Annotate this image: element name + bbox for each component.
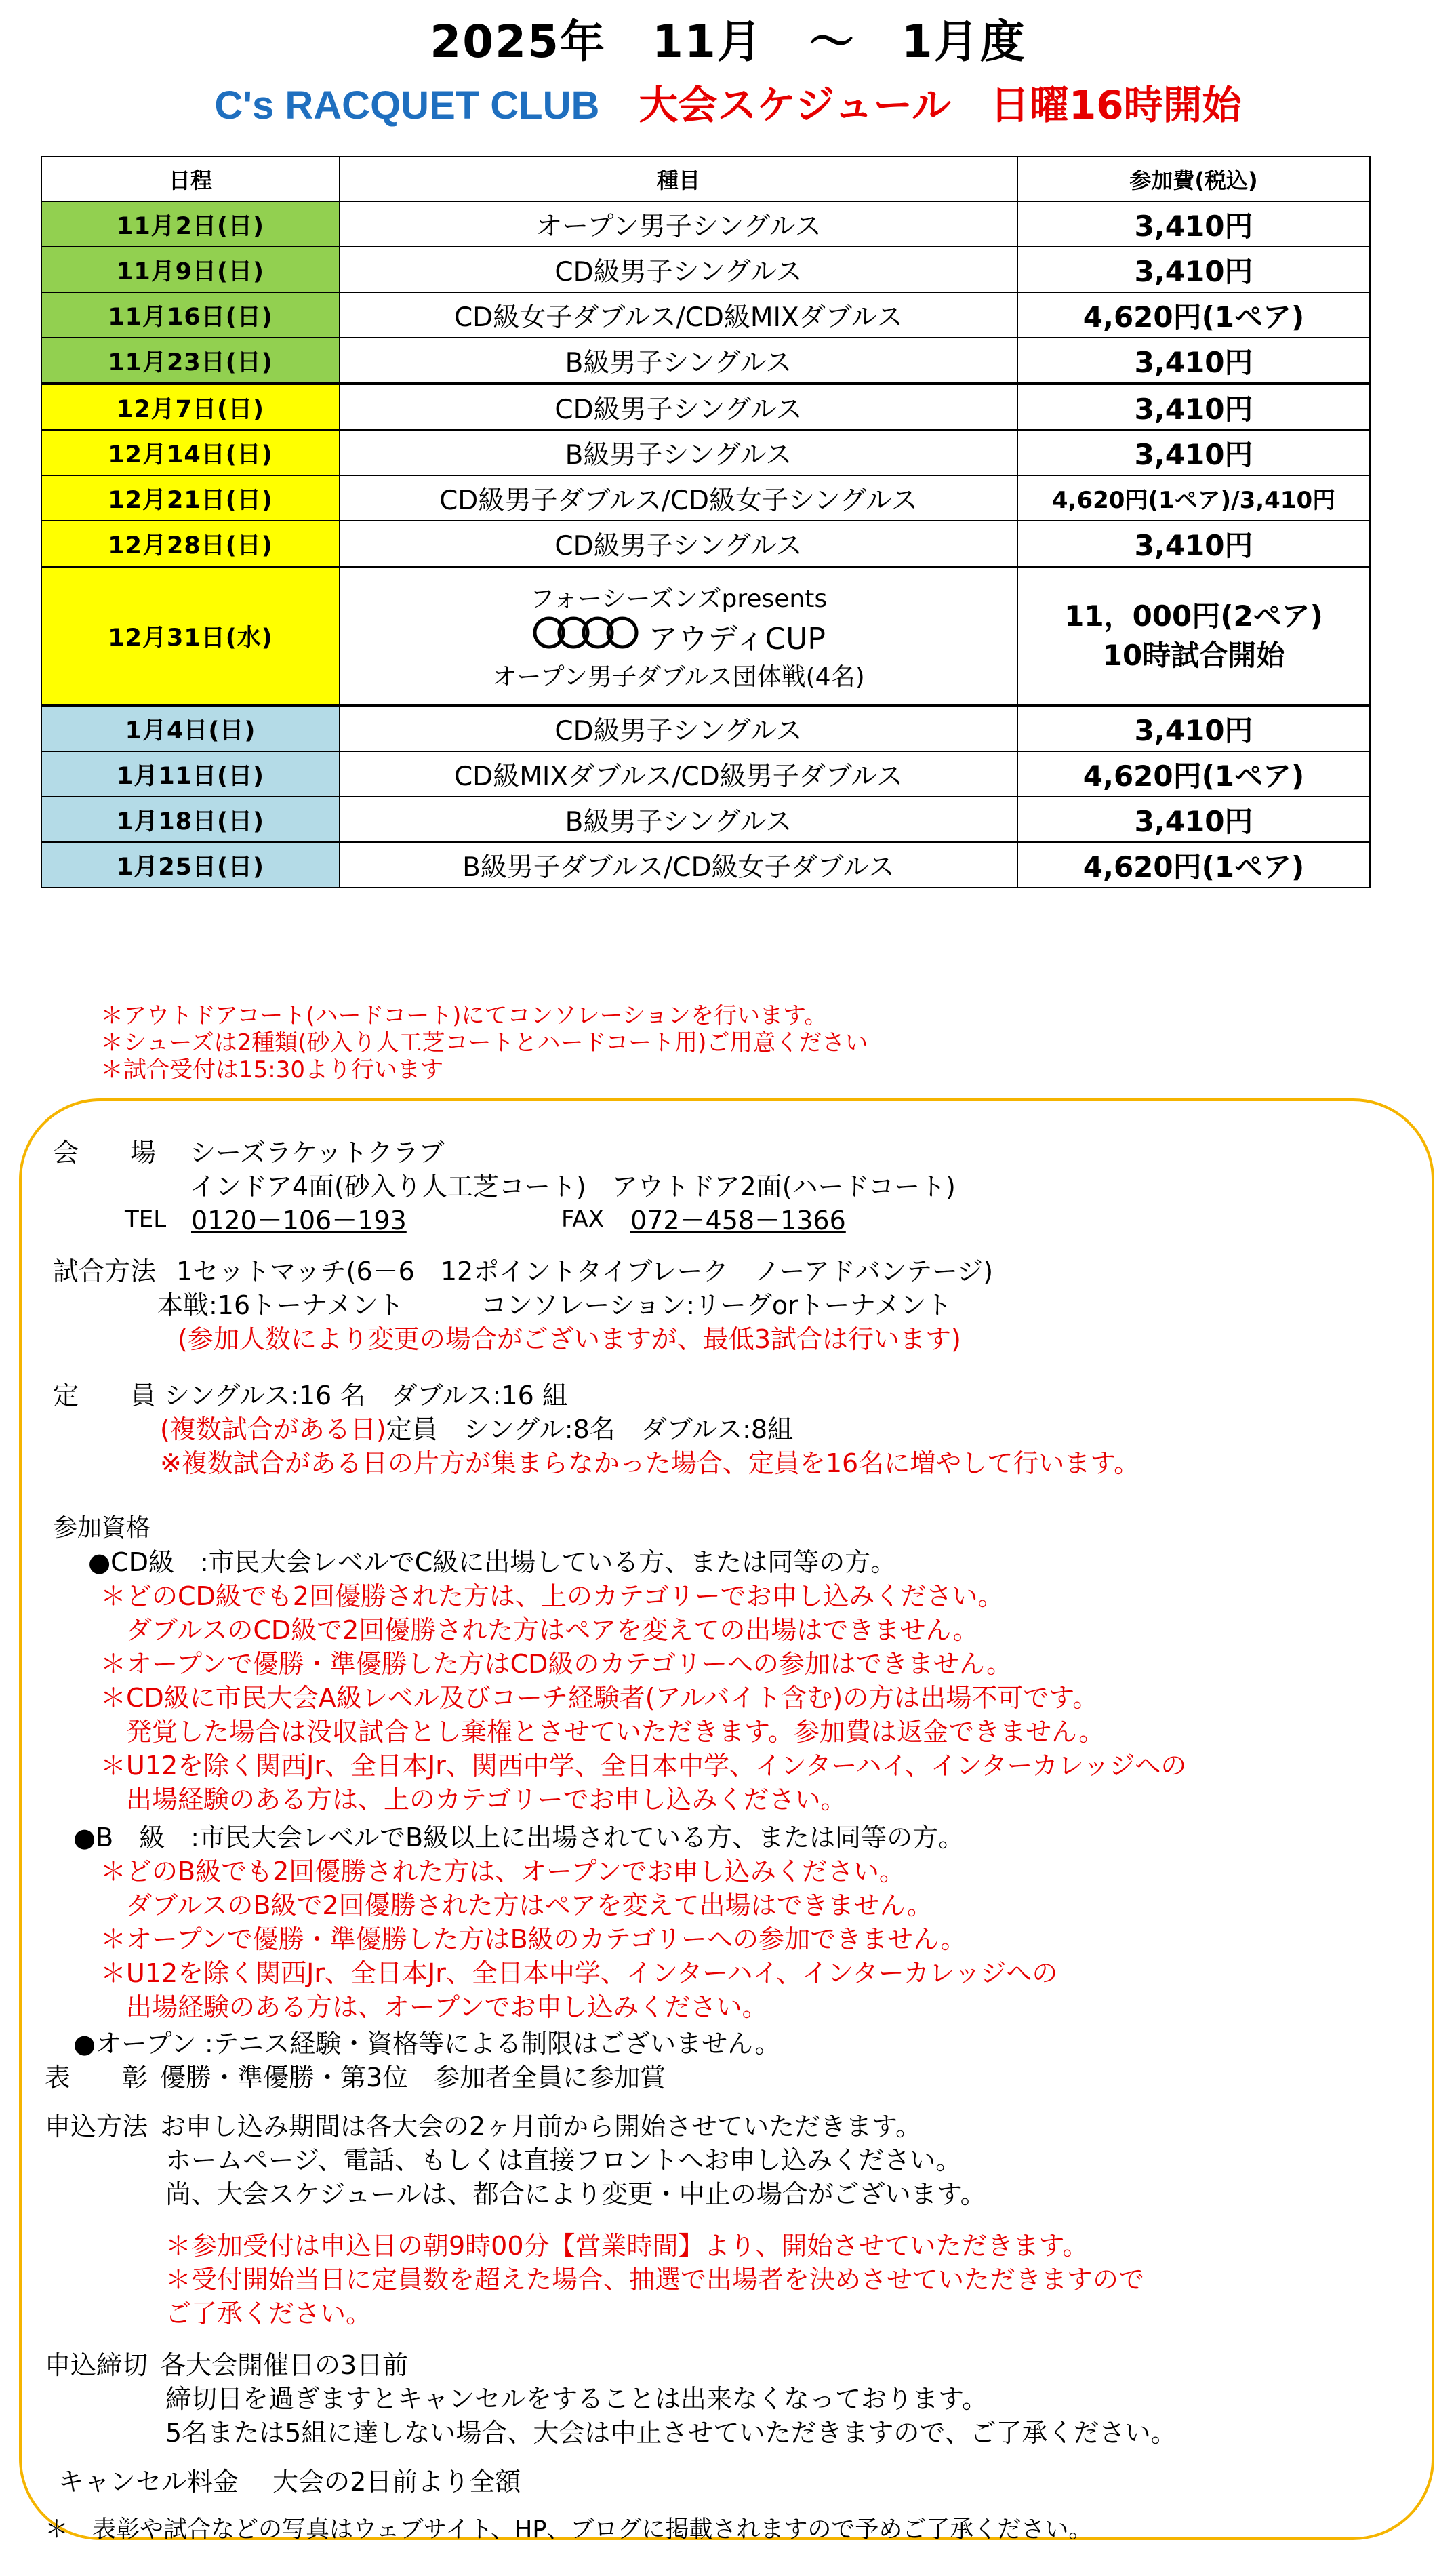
- venue-courts: インドア4面(砂入り人工芝コート) アウトドア2面(ハードコート): [190, 1172, 956, 1202]
- apply-period: お申し込み期間は各大会の2ヶ月前から開始させていただきます。: [160, 2111, 922, 2141]
- table-row: [41, 430, 1370, 475]
- table-row: [41, 797, 1370, 842]
- fee-cell: 4,620円(1ペア): [1017, 842, 1370, 888]
- method-draw: 本戦:16トーナメント コンソレーション:リーグorトーナメント: [157, 1290, 952, 1320]
- column-header-date: 日程: [41, 157, 340, 201]
- deadline-label: 申込締切: [45, 2350, 148, 2380]
- date-cell: 11月16日(日): [41, 292, 340, 338]
- page-subtitle: [0, 73, 1456, 130]
- date-cell: 12月21日(日): [41, 475, 340, 521]
- fee-cell: 4,620円(1ペア): [1017, 292, 1370, 338]
- column-header-fee: 参加費(税込): [1017, 157, 1370, 201]
- presents-text: フォーシーズンズpresents: [529, 585, 828, 613]
- b-class-note: ＊オープンで優勝・準優勝した方はB級のカテゴリーへの参加できません。: [100, 1924, 967, 1954]
- apply-lottery-note: ＊受付開始当日に定員数を超えた場合、抽選で出場者を決めさせていただきますので: [165, 2265, 1145, 2295]
- date-cell: 12月28日(日): [41, 521, 340, 567]
- capacity-note: ※複数試合がある日の片方が集まらなかった場合、定員を16名に増やして行います。: [160, 1448, 1140, 1478]
- event-cell: CD級男子ダブルス/CD級女子シングルス: [340, 475, 1017, 521]
- table-row: [41, 475, 1370, 521]
- cd-class-note: ダブルスのCD級で2回優勝された方はペアを変えての出場はできません。: [100, 1615, 979, 1645]
- award-label: 表 彰: [45, 2063, 148, 2092]
- event-cell: CD級男子シングルス: [340, 521, 1017, 567]
- team-event-text: オープン男子ダブルス団体戦(4名): [492, 663, 865, 691]
- method-label: 試合方法: [53, 1256, 157, 1286]
- deadline-cancel-event-note: 5名または5組に達しない場合、大会は中止させていただきますので、ご了承ください。: [165, 2418, 1177, 2448]
- apply-lottery-note-end: ご了承ください。: [165, 2299, 372, 2328]
- note-shoes: ＊シューズは2種類(砂入り人工芝コートとハードコート用)ご用意ください: [100, 1029, 868, 1056]
- table-row: [41, 384, 1370, 430]
- audi-rings-icon: [531, 615, 640, 658]
- date-cell: 12月7日(日): [41, 384, 340, 430]
- capacity-label: 定 員: [53, 1381, 157, 1410]
- cd-class-note: ＊オープンで優勝・準優勝した方はCD級のカテゴリーへの参加はできません。: [100, 1649, 1013, 1679]
- column-header-event: 種目: [340, 157, 1017, 201]
- fax-number: 072－458－1366: [630, 1206, 846, 1235]
- fee-cell: 3,410円: [1017, 247, 1370, 292]
- method-format: 1セットマッチ(6－6 12ポイントタイブレーク ノーアドバンテージ): [176, 1256, 994, 1286]
- date-cell: 11月2日(日): [41, 201, 340, 247]
- date-cell: 11月9日(日): [41, 247, 340, 292]
- qualification-label: 参加資格: [53, 1514, 151, 1542]
- date-cell: 1月18日(日): [41, 797, 340, 842]
- table-row: [41, 201, 1370, 247]
- event-cell: B級男子シングルス: [340, 430, 1017, 475]
- cup-label: アウディCUP: [648, 622, 826, 656]
- event-cell: CD級男子シングルス: [340, 384, 1017, 430]
- tel-label: TEL: [125, 1206, 167, 1233]
- cup-name: [340, 614, 1017, 658]
- cd-class-note: 発覚した場合は没収試合とし棄権とさせていただきます。参加費は返金できません。: [100, 1717, 1105, 1747]
- cd-class-note: ＊CD級に市民大会A級レベル及びコーチ経験者(アルバイト含む)の方は出場不可です。: [100, 1683, 1099, 1713]
- capacity-main: シングルス:16 名 ダブルス:16 組: [164, 1381, 568, 1410]
- special-fee-cell: [1017, 567, 1370, 705]
- open-class-title: ●オープン :テニス経験・資格等による制限はございません。: [73, 2029, 781, 2059]
- fee-cell: 3,410円: [1017, 384, 1370, 430]
- event-cell: B級男子ダブルス/CD級女子ダブルス: [340, 842, 1017, 888]
- capacity-multi: [160, 1416, 793, 1444]
- capacity-multi-note: (複数試合がある日): [160, 1414, 386, 1444]
- b-class-note: ＊どのB級でも2回優勝された方は、オープンでお申し込みください。: [100, 1857, 905, 1886]
- fax-label: FAX: [561, 1206, 604, 1233]
- method-note: (参加人数により変更の場合がございますが、最低3試合は行います): [178, 1324, 961, 1354]
- b-class-note: ダブルスのB級で2回優勝された方はペアを変えて出場はできません。: [100, 1890, 933, 1920]
- cancel-fee: キャンセル料金 大会の2日前より全額: [58, 2467, 521, 2497]
- b-class-note: 出場経験のある方は、オープンでお申し込みください。: [100, 1992, 768, 2022]
- table-row: [41, 521, 1370, 567]
- table-row: [41, 247, 1370, 292]
- note-reception: ＊試合受付は15:30より行います: [100, 1056, 443, 1084]
- fee-cell: 3,410円: [1017, 338, 1370, 384]
- apply-label: 申込方法: [45, 2111, 148, 2141]
- fee-cell: 3,410円: [1017, 797, 1370, 842]
- schedule-table: [41, 156, 1371, 888]
- special-event-row: [41, 567, 1370, 705]
- b-class-title: ●B 級 :市民大会レベルでB級以上に出場されている方、または同等の方。: [73, 1823, 965, 1852]
- table-row: [41, 842, 1370, 888]
- cd-class-note: ＊どのCD級でも2回優勝された方は、上のカテゴリーでお申し込みください。: [100, 1581, 1004, 1611]
- date-cell: 12月14日(日): [41, 430, 340, 475]
- deadline-cancel-note: 締切日を過ぎますとキャンセルをすることは出来なくなっております。: [165, 2384, 988, 2414]
- fee-cell: 3,410円: [1017, 521, 1370, 567]
- cd-class-note: 出場経験のある方は、上のカテゴリーでお申し込みください。: [100, 1785, 847, 1814]
- apply-method: ホームページ、電話、もしくは直接フロントへお申し込みください。: [165, 2145, 962, 2175]
- cd-class-note: ＊U12を除く関西Jr、全日本Jr、関西中学、全日本中学、インターハイ、インターカレッジへの: [100, 1751, 1187, 1781]
- table-row: [41, 751, 1370, 797]
- fee-cell: 3,410円: [1017, 705, 1370, 751]
- date-cell: 12月31日(水): [41, 567, 340, 705]
- date-cell: 1月4日(日): [41, 705, 340, 751]
- apply-change-note: 尚、大会スケジュールは、都合により変更・中止の場合がございます。: [165, 2179, 986, 2209]
- apply-reception-note: ＊参加受付は申込日の朝9時00分【営業時間】より、開始させていただきます。: [165, 2231, 1089, 2261]
- table-row: [41, 705, 1370, 751]
- event-cell: B級男子シングルス: [340, 797, 1017, 842]
- schedule-title: 大会スケジュール 日曜16時開始: [639, 82, 1242, 128]
- capacity-multi-value: 定員 シングル:8名 ダブルス:8組: [386, 1414, 794, 1444]
- award-text: 優勝・準優勝・第3位 参加者全員に参加賞: [160, 2063, 666, 2092]
- note-consolation: ＊アウトドアコート(ハードコート)にてコンソレーションを行います。: [100, 1002, 828, 1029]
- tel-number: 0120－106－193: [191, 1206, 407, 1235]
- event-cell: CD級男子シングルス: [340, 247, 1017, 292]
- fee-cell: 3,410円: [1017, 430, 1370, 475]
- fee-cell: 4,620円(1ペア)/3,410円: [1017, 475, 1370, 521]
- venue-name: シーズラケットクラブ: [190, 1138, 445, 1168]
- club-name: C's RACQUET CLUB: [214, 83, 600, 127]
- table-row: [41, 338, 1370, 384]
- special-fee: 11，000円(2ペア): [1064, 599, 1323, 633]
- page-title: 2025年 11月 ～ 1月度: [430, 16, 1026, 68]
- venue-label: 会 場: [53, 1138, 157, 1168]
- special-event-cell: [340, 567, 1017, 705]
- cd-class-title: ●CD級 :市民大会レベルでC級に出場している方、または同等の方。: [88, 1547, 897, 1577]
- b-class-note: ＊U12を除く関西Jr、全日本Jr、全日本中学、インターハイ、インターカレッジへの: [100, 1958, 1058, 1988]
- special-start-time: 10時試合開始: [1102, 639, 1285, 672]
- event-cell: B級男子シングルス: [340, 338, 1017, 384]
- deadline-text: 各大会開催日の3日前: [160, 2350, 409, 2380]
- date-cell: 11月23日(日): [41, 338, 340, 384]
- event-cell: CD級男子シングルス: [340, 705, 1017, 751]
- fee-cell: 3,410円: [1017, 201, 1370, 247]
- table-row: [41, 292, 1370, 338]
- photo-note: ＊ 表彰や試合などの写真はウェブサイト、HP、ブログに掲載されますので予めご了承ください。: [45, 2516, 1093, 2543]
- table-header-row: [41, 157, 1370, 201]
- event-cell: オープン男子シングルス: [340, 201, 1017, 247]
- date-cell: 1月25日(日): [41, 842, 340, 888]
- event-cell: CD級MIXダブルス/CD級男子ダブルス: [340, 751, 1017, 797]
- event-cell: CD級女子ダブルス/CD級MIXダブルス: [340, 292, 1017, 338]
- fee-cell: 4,620円(1ペア): [1017, 751, 1370, 797]
- date-cell: 1月11日(日): [41, 751, 340, 797]
